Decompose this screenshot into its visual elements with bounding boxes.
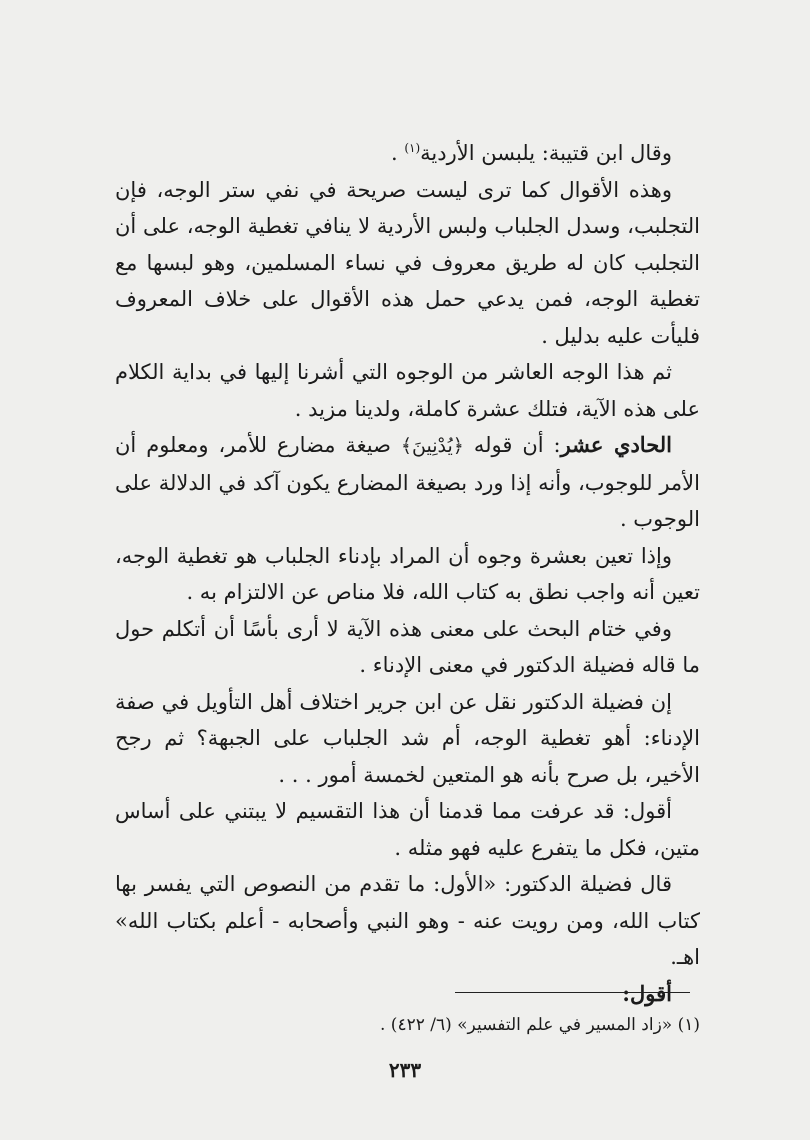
paragraph-5: وإذا تعين بعشرة وجوه أن المراد بإدناء الجلباب هو تغطية الوجه، تعين أنه واجب نطق به كتاب الله، فلا مناص عن الالتزام به .	[115, 543, 700, 604]
paragraph-text: صيغة مضارع للأمر، ومعلوم أن الأمر للوجوب، وأنه إذا ورد بصيغة المضارع يكون آكد في الدلالة على الوجوب .	[115, 433, 700, 531]
paragraph-1	[115, 135, 700, 172]
paragraph-9: قال فضيلة الدكتور: «الأول: ما تقدم من النصوص التي يفسر بها كتاب الله، ومن رويت عنه - وهو النبي وأصحابه - أعلم بكتاب الله» اهـ.	[115, 872, 700, 969]
paragraph-8: أقول: قد عرفت مما قدمنا أن هذا التقسيم لا يبتني على أساس متين، فكل ما يتفرع عليه فهو مثله .	[115, 799, 700, 860]
footnote-divider	[455, 992, 690, 993]
paragraph-10	[115, 976, 700, 1013]
paragraph-7: إن فضيلة الدكتور نقل عن ابن جرير اختلاف أهل التأويل في صفة الإدناء: أهو تغطية الوجه، أم شد الجلباب على الجبهة؟ ثم رجح الأخير، بل صرح بأنه هو المتعين لخمسة أمور . . .	[115, 689, 700, 787]
section-heading: الحادي عشر	[560, 432, 672, 457]
quran-quote: ﴿يُدْنِينَ﴾	[400, 435, 464, 457]
main-text	[115, 135, 700, 1012]
footnote: (١) «زاد المسير في علم التفسير» (٦/ ٤٢٢) .	[379, 1015, 700, 1035]
paragraph-6: وفي ختام البحث على معنى هذه الآية لا أرى بأسًا أن أتكلم حول ما قاله فضيلة الدكتور في معنى الإدناء .	[115, 616, 700, 677]
paragraph-3: ثم هذا الوجه العاشر من الوجوه التي أشرنا إليها في بداية الكلام على هذه الآية، فتلك عشرة كاملة، ولدينا مزيد .	[115, 360, 700, 421]
page-number: ٢٣٣	[388, 1058, 422, 1082]
paragraph-text: وقال ابن قتيبة: يلبسن الأردية	[420, 141, 672, 165]
paragraph-4	[115, 427, 700, 538]
paragraph-text: : أن قوله	[463, 433, 561, 457]
paragraph-2: وهذه الأقوال كما ترى ليست صريحة في نفي ستر الوجه، فإن التجلبب، وسدل الجلباب ولبس الأردية لا ينافي تغطية الوجه، على أن التجلبب كان له طريق معروف في نساء المسلمين، وهو لبسها مع تغطية الوجه، فمن يدعي حمل هذه الأقوال على خلاف المعروف فليأت عليه بدليل .	[115, 177, 700, 348]
paragraph-tail: .	[390, 141, 405, 165]
footnote-marker: (١)	[404, 141, 421, 155]
section-heading: أقول:	[622, 980, 672, 1006]
